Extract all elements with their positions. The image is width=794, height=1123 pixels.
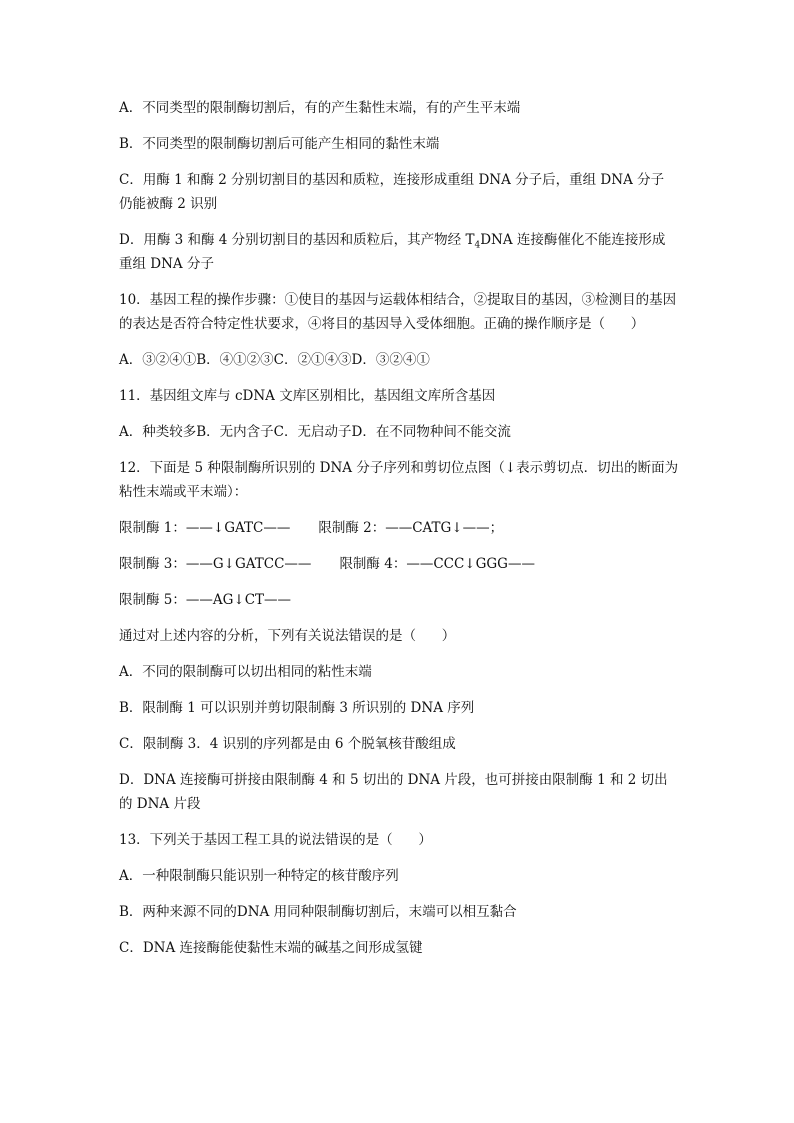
- q12-enzyme-5: 限制酶 5：——AG↓CT——: [119, 592, 292, 608]
- q9-option-d-post: DNA 连接酶催化不能连接形成 重组 DNA 分子: [119, 232, 670, 272]
- q12-enzyme-1: 限制酶 1：——↓GATC——: [119, 520, 291, 536]
- q11-options: A．种类较多B．无内含子C．无启动子D．在不同物种间不能交流: [119, 424, 511, 440]
- q9-option-d-subscript: 4: [474, 240, 481, 251]
- q12-enzyme-4: 限制酶 4：——CCC↓GGG——: [339, 556, 535, 572]
- q12-enzyme-row-1: [119, 516, 679, 540]
- q12-option-d: D．DNA 连接酶可拼接由限制酶 4 和 5 切出的 DNA 片段，也可拼接由限制酶 1 和 2 切出的 DNA 片段: [119, 772, 668, 812]
- q11-stem: 11．基因组文库与 cDNA 文库区别相比，基因组文库所含基因: [119, 388, 496, 404]
- q12-question: 通过对上述内容的分析，下列有关说法错误的是（ ）: [119, 628, 456, 644]
- q9-option-a: A．不同类型的限制酶切割后，有的产生黏性末端，有的产生平末端: [119, 100, 521, 116]
- q12-option-a: A．不同的限制酶可以切出相同的粘性末端: [119, 664, 372, 680]
- q10-options: A．③②④①B．④①②③C．②①④③D．③②④①: [119, 352, 430, 368]
- q12-enzyme-row-2: [119, 552, 679, 576]
- q13-option-b: B．两种来源不同的DNA 用同种限制酶切割后，末端可以相互黏合: [119, 904, 517, 920]
- document-page: [119, 96, 679, 972]
- q9-option-c: C．用酶 1 和酶 2 分别切割目的基因和质粒，连接形成重组 DNA 分子后，重组 DNA 分子 仍能被酶 2 识别: [119, 172, 669, 212]
- q12-option-c: C．限制酶 3．4 识别的序列都是由 6 个脱氧核苷酸组成: [119, 736, 456, 752]
- q12-enzyme-3: 限制酶 3：——G↓GATCC——: [119, 556, 312, 572]
- q9-option-d: [119, 228, 679, 276]
- q12-enzyme-2: 限制酶 2：——CATG↓——；: [318, 520, 504, 536]
- q13-stem: 13．下列关于基因工程工具的说法错误的是（ ）: [119, 832, 432, 848]
- q9-option-b: B．不同类型的限制酶切割后可能产生相同的黏性末端: [119, 136, 440, 152]
- q12-option-b: B．限制酶 1 可以识别并剪切限制酶 3 所识别的 DNA 序列: [119, 700, 475, 716]
- q13-option-c: C．DNA 连接酶能使黏性末端的碱基之间形成氢键: [119, 940, 423, 956]
- q9-option-d-pre: D．用酶 3 和酶 4 分别切割目的基因和质粒后，其产物经 T: [119, 232, 475, 248]
- q12-stem: 12．下面是 5 种限制酶所识别的 DNA 分子序列和剪切位点图（↓表示剪切点．切出的断面为粘性末端或平末端）：: [119, 460, 679, 500]
- q10-stem: 10．基因工程的操作步骤：①使目的基因与运载体相结合，②提取目的基因，③检测目的基因的表达是否符合特定性状要求，④将目的基因导入受体细胞。正确的操作顺序是（ ）: [119, 292, 677, 332]
- q13-option-a: A．一种限制酶只能识别一种特定的核苷酸序列: [119, 868, 399, 884]
